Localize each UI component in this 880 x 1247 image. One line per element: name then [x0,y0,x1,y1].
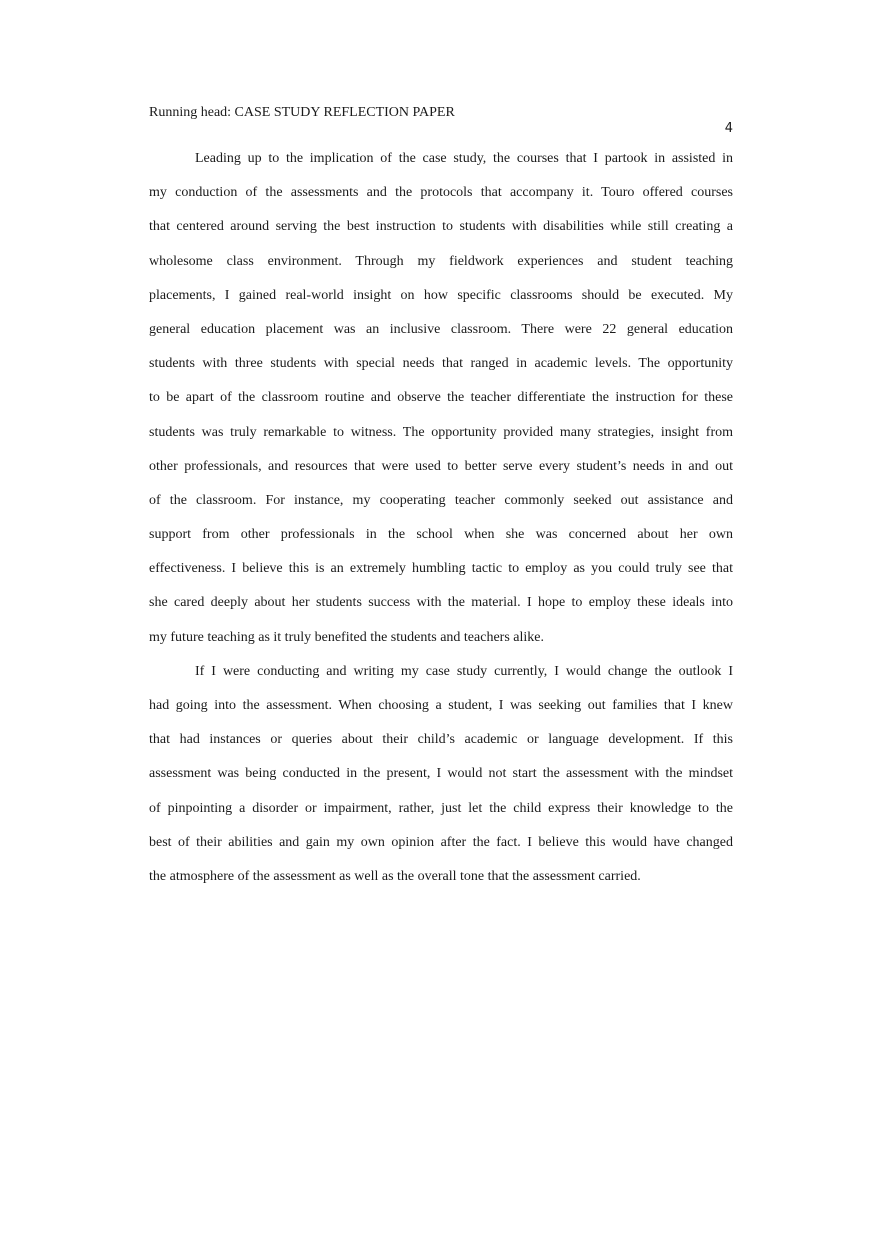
paragraph-line: the atmosphere of the assessment as well as the overall tone that the assessment carried. [149,868,641,884]
paragraph-line: If I were conducting and writing my case study currently, I would change the outlook I [195,663,733,679]
paragraph-line: of pinpointing a disorder or impairment, rather, just let the child express their knowledge to the [149,800,733,816]
paragraph [149,142,733,655]
paragraph-line: placements, I gained real-world insight on how specific classrooms should be executed. My [149,287,733,303]
running-head: Running head: CASE STUDY REFLECTION PAPER [149,105,455,120]
paragraph [149,655,733,894]
paragraph-line: best of their abilities and gain my own opinion after the fact. I believe this would have changed [149,834,733,850]
paragraph-line: wholesome class environment. Through my fieldwork experiences and student teaching [149,253,733,269]
page-number: 4 [724,121,733,136]
paragraph-line: support from other professionals in the school when she was concerned about her own [149,527,733,543]
paragraph-line: general education placement was an inclusive classroom. There were 22 general education [149,321,733,337]
paragraph-line: that centered around serving the best instruction to students with disabilities while still creating a [149,219,733,235]
paragraph-line: she cared deeply about her students success with the material. I hope to employ these ideals into [149,595,733,611]
paragraph-line: students was truly remarkable to witness. The opportunity provided many strategies, insight from [149,424,733,440]
paragraph-line: assessment was being conducted in the present, I would not start the assessment with the mindset [149,766,733,782]
paragraph-line: students with three students with special needs that ranged in academic levels. The opportunity [149,356,733,372]
paragraph-line: had going into the assessment. When choosing a student, I was seeking out families that I knew [149,698,733,713]
paragraph-line: of the classroom. For instance, my cooperating teacher commonly seeked out assistance and [149,492,733,508]
paragraph-line: effectiveness. I believe this is an extremely humbling tactic to employ as you could truly see that [149,561,733,577]
paragraph-line: other professionals, and resources that were used to better serve every student’s needs in and out [149,458,733,474]
paragraph-line: my future teaching as it truly benefited the students and teachers alike. [149,629,544,645]
body-text [149,142,733,894]
paragraph-line: my conduction of the assessments and the protocols that accompany it. Touro offered courses [149,185,733,201]
paragraph-line: Leading up to the implication of the case study, the courses that I partook in assisted in [195,151,733,166]
paragraph-line: that had instances or queries about their child’s academic or language development. If this [149,732,733,748]
paragraph-line: to be apart of the classroom routine and observe the teacher differentiate the instruction for these [149,390,733,406]
